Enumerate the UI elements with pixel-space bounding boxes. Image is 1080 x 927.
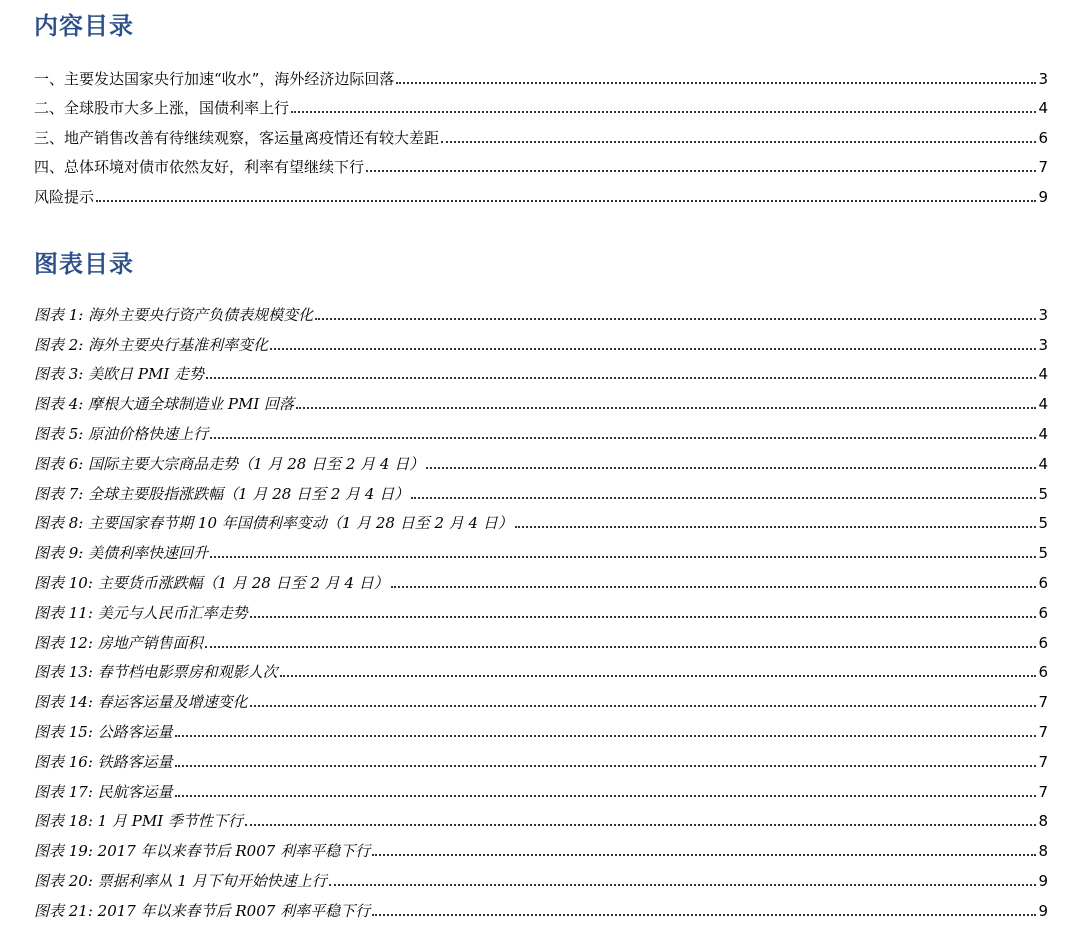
figure-toc-entry[interactable] (34, 741, 1048, 771)
dot-leader (372, 854, 1036, 856)
dot-leader (391, 586, 1037, 588)
dot-leader (206, 377, 1036, 379)
entry-page-number: 6 (1038, 603, 1048, 622)
toc-entry[interactable] (34, 176, 1048, 206)
figure-toc-entry[interactable] (34, 562, 1048, 592)
figure-toc-heading: 图表目录 (34, 249, 134, 278)
entry-page-number: 4 (1038, 424, 1048, 443)
dot-leader (329, 884, 1037, 886)
entry-page-number: 5 (1038, 514, 1048, 533)
dot-leader (175, 765, 1037, 767)
entry-page-number: 3 (1038, 69, 1048, 88)
entry-label: 图表 7: 全球主要股指涨跌幅（1 月 28 日至 2 月 4 日） (34, 484, 410, 503)
dot-leader (270, 348, 1036, 350)
entry-page-number: 5 (1038, 484, 1048, 503)
entry-label: 图表 11: 美元与人民币汇率走势 (34, 603, 248, 622)
figure-toc-entry[interactable] (34, 532, 1048, 562)
entry-page-number: 7 (1038, 158, 1048, 176)
figure-toc-entry[interactable] (34, 711, 1048, 741)
entry-page-number: 9 (1038, 871, 1048, 890)
entry-page-number: 8 (1038, 812, 1048, 831)
figure-toc-entry[interactable] (34, 652, 1048, 682)
toc-list (34, 58, 1048, 206)
dot-leader (205, 646, 1037, 648)
entry-page-number: 6 (1038, 633, 1048, 652)
entry-page-number: 5 (1038, 544, 1048, 563)
entry-label: 图表 16: 铁路客运量 (34, 752, 173, 771)
entry-page-number: 7 (1038, 782, 1048, 801)
dot-leader (96, 200, 1036, 202)
dot-leader (175, 735, 1037, 737)
toc-entry[interactable] (34, 58, 1048, 88)
figure-toc-entry[interactable] (34, 860, 1048, 890)
entry-label: 图表 20: 票据利率从 1 月下旬开始快速上行 (34, 871, 327, 890)
figure-toc-entry[interactable] (34, 324, 1048, 354)
entry-label: 图表 14: 春运客运量及增速变化 (34, 693, 248, 712)
figure-toc-entry[interactable] (34, 503, 1048, 533)
dot-leader (175, 795, 1037, 797)
entry-label: 图表 19: 2017 年以来春节后 R007 利率平稳下行 (34, 842, 371, 861)
entry-page-number: 6 (1038, 663, 1048, 682)
entry-page-number: 9 (1038, 901, 1048, 920)
figure-toc-entry[interactable] (34, 681, 1048, 711)
entry-page-number: 7 (1038, 722, 1048, 741)
figure-toc-entry[interactable] (34, 413, 1048, 443)
dot-leader (210, 437, 1036, 439)
entry-label: 图表 15: 公路客运量 (34, 722, 173, 741)
dot-leader (411, 497, 1036, 499)
entry-label: 图表 2: 海外主要央行基准利率变化 (34, 335, 269, 354)
entry-label: 图表 17: 民航客运量 (34, 782, 173, 801)
entry-label: 图表 21: 2017 年以来春节后 R007 利率平稳下行 (34, 901, 371, 920)
entry-label: 图表 5: 原油价格快速上行 (34, 424, 209, 443)
dot-leader (426, 467, 1036, 469)
entry-label: 图表 13: 春节档电影票房和观影人次 (34, 663, 278, 682)
toc-entry[interactable] (34, 88, 1048, 118)
toc-heading: 内容目录 (34, 11, 134, 40)
entry-page-number: 9 (1038, 187, 1048, 206)
entry-page-number: 4 (1038, 454, 1048, 473)
entry-page-number: 4 (1038, 99, 1048, 117)
entry-page-number: 4 (1038, 395, 1048, 414)
entry-label: 图表 8: 主要国家春节期 10 年国债利率变动（1 月 28 日至 2 月 4 日） (34, 514, 513, 533)
dot-leader (366, 170, 1036, 172)
entry-label: 三、地产销售改善有待继续观察，客运量离疫情还有较大差距 (34, 128, 440, 147)
figure-toc-entry[interactable] (34, 354, 1048, 384)
dot-leader (250, 616, 1037, 618)
dot-leader (245, 824, 1037, 826)
dot-leader (210, 556, 1036, 558)
entry-page-number: 3 (1038, 335, 1048, 354)
entry-label: 图表 6: 国际主要大宗商品走势（1 月 28 日至 2 月 4 日） (34, 454, 425, 473)
dot-leader (396, 82, 1036, 84)
figure-toc-list (34, 294, 1048, 920)
entry-page-number: 6 (1038, 128, 1048, 147)
figure-toc-entry[interactable] (34, 294, 1048, 324)
entry-page-number: 7 (1038, 693, 1048, 712)
figure-toc-entry[interactable] (34, 383, 1048, 413)
toc-entry[interactable] (34, 117, 1048, 147)
entry-label: 图表 4: 摩根大通全球制造业 PMI 回落 (34, 395, 295, 414)
dot-leader (280, 675, 1037, 677)
entry-page-number: 8 (1038, 842, 1048, 861)
entry-label: 图表 18: 1 月 PMI 季节性下行 (34, 812, 243, 831)
dot-leader (291, 111, 1036, 113)
entry-page-number: 7 (1038, 752, 1048, 771)
figure-toc-entry[interactable] (34, 771, 1048, 801)
entry-label: 风险提示 (34, 187, 95, 206)
entry-label: 图表 1: 海外主要央行资产负债表规模变化 (34, 305, 314, 324)
dot-leader (441, 141, 1036, 143)
toc-entry[interactable] (34, 147, 1048, 177)
entry-page-number: 4 (1038, 365, 1048, 384)
dot-leader (296, 407, 1036, 409)
dot-leader (372, 914, 1036, 916)
dot-leader (250, 705, 1037, 707)
entry-label: 二、全球股市大多上涨，国债利率上行 (34, 99, 290, 117)
entry-label: 图表 9: 美债利率快速回升 (34, 544, 209, 563)
figure-toc-entry[interactable] (34, 443, 1048, 473)
entry-label: 图表 3: 美欧日 PMI 走势 (34, 365, 205, 384)
figure-toc-entry[interactable] (34, 830, 1048, 860)
figure-toc-entry[interactable] (34, 473, 1048, 503)
entry-label: 一、主要发达国家央行加速“收水”，海外经济边际回落 (34, 69, 395, 88)
entry-page-number: 6 (1038, 573, 1048, 592)
entry-label: 图表 10: 主要货币涨跌幅（1 月 28 日至 2 月 4 日） (34, 573, 389, 592)
figure-toc-entry[interactable] (34, 592, 1048, 622)
entry-label: 图表 12: 房地产销售面积 (34, 633, 203, 652)
entry-label: 四、总体环境对债市依然友好，利率有望继续下行 (34, 158, 365, 176)
figure-toc-entry[interactable] (34, 801, 1048, 831)
dot-leader (515, 526, 1037, 528)
figure-toc-entry[interactable] (34, 890, 1048, 920)
dot-leader (315, 318, 1036, 320)
figure-toc-entry[interactable] (34, 622, 1048, 652)
entry-page-number: 3 (1038, 305, 1048, 324)
